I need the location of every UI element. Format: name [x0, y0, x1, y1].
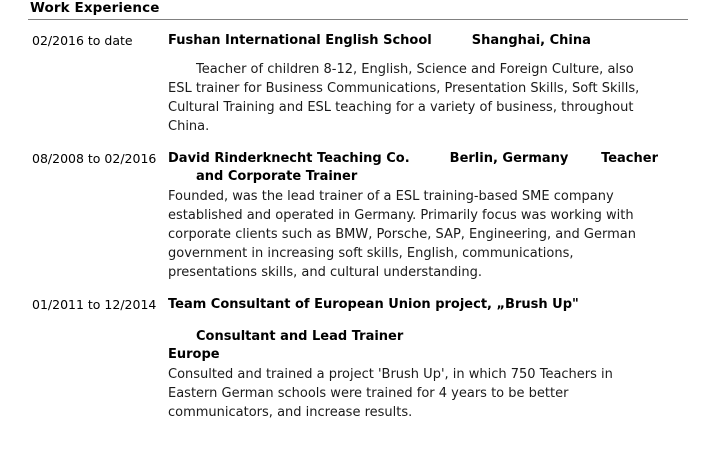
experience-entry	[0, 296, 716, 422]
entry-description: Founded, was the lead trainer of a ESL training-based SME company established and operated in Germany. Primarily focus was working with corporate clients such as BMW, Porsche, SAP, Engineering, and German government in increasing soft skills, English, communications, presentations skills, and cultural understanding.	[168, 189, 636, 280]
entry-organization: David Rinderknecht Teaching Co.	[168, 151, 410, 166]
entry-role-right: Teacher	[601, 151, 658, 166]
section-title: Work Experience	[30, 0, 160, 16]
entry-body	[168, 32, 716, 136]
entry-description: Consulted and trained a project 'Brush Up', in which 750 Teachers in Eastern German schools were trained for 4 years to be better communicators, and increase results.	[168, 367, 613, 420]
entry-org-line	[168, 32, 658, 50]
entry-location: Berlin, Germany	[449, 151, 569, 166]
entry-dates: 01/2011 to 12/2014	[32, 297, 157, 312]
entry-org-line	[168, 296, 650, 314]
entry-body	[168, 296, 716, 422]
section-divider	[28, 19, 688, 20]
experience-entry	[0, 150, 716, 282]
entry-org-line	[168, 150, 658, 168]
entry-organization: Team Consultant of European Union project, „Brush Up"	[168, 297, 579, 312]
entry-dates: 08/2008 to 02/2016	[32, 151, 157, 166]
entry-description: Teacher of children 8-12, English, Science and Foreign Culture, also ESL trainer for Business Communications, Presentation Skills, Soft Skills, Cultural Training and ESL teaching for a variety of business, throughout China.	[168, 62, 640, 134]
entry-dates: 02/2016 to date	[32, 33, 133, 48]
entry-location: Shanghai, China	[471, 33, 591, 48]
experience-entry	[0, 32, 716, 136]
entry-organization: Fushan International English School	[168, 33, 432, 48]
entry-body	[168, 150, 716, 282]
entry-role: Consultant and Lead Trainer	[196, 329, 404, 344]
entry-role: and Corporate Trainer	[196, 169, 358, 184]
entry-role-sub: Europe	[168, 347, 220, 362]
